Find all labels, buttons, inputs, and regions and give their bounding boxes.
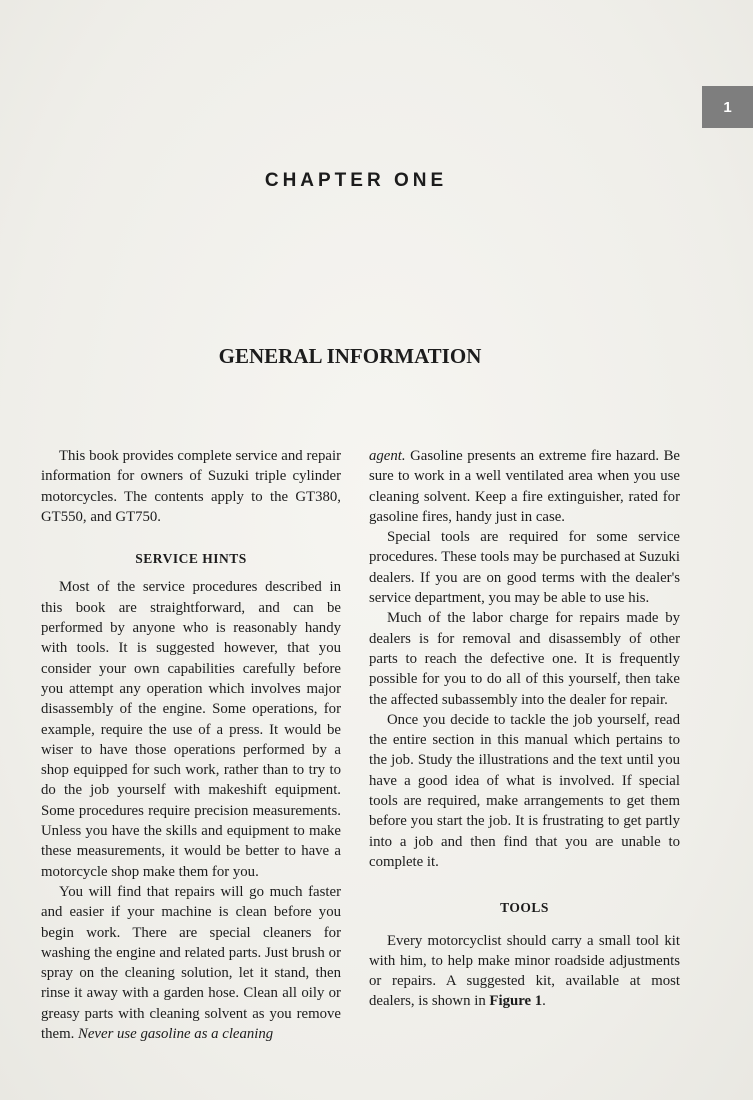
chapter-tab [702, 86, 753, 128]
page-title: GENERAL INFORMATION [218, 344, 482, 368]
tools-paragraph-text: Every motorcyclist should carry a small tool kit with him, to help make minor roadside adjustments or repairs. A suggested kit, available at most dealers, is shown in [369, 932, 680, 1010]
intro-paragraph: This book provides complete service and repair information for owners of Suzuki triple cylinder motorcycles. The contents apply to the GT380, GT550, and GT750. [41, 448, 341, 525]
tackle-job-paragraph: Once you decide to tackle the job yourself, read the entire section in this manual which pertains to the job. Study the illustrations and the text until you have a good idea of what is involved. If special tools are required, make arrangements to get them before you start the job. It is frustrating to get partly into a job and then find that you are unable to complete it. [369, 711, 680, 870]
labor-charge-paragraph: Much of the labor charge for repairs made by dealers is for removal and disassembly of other parts to reach the defective one. It is frequently possible for you to do all of this yourself, then take the affected subassembly into the dealer for repair. [369, 610, 680, 708]
gasoline-warning: Never use gasoline as a cleaning [78, 1026, 274, 1043]
right-column [369, 446, 680, 1012]
service-hints-heading: SERVICE HINTS [135, 551, 247, 567]
service-paragraph-1: Most of the service procedures described in this book are straightforward, and can be performed by anyone who is reasonably handy with tools. It is suggested however, that you consider your own capabilities carefully before you attempt any operation which involves major disassembly of the engine. Some operations, for example, require the use of a press. It would be wiser to have those operations performed by a shop equipped for such work, rather than to try to do the job yourself with makeshift equipment. Some procedures require precision measurements. Unless you have the skills and equipment to make these measurements, it would be better to have a motorcycle shop make them for you. [41, 579, 341, 880]
left-column [41, 446, 341, 1044]
tools-paragraph [369, 931, 680, 1012]
chapter-tab-number: 1 [723, 98, 732, 116]
gasoline-warning-cont: agent. [369, 448, 406, 464]
special-tools-paragraph: Special tools are required for some service procedures. These tools may be purchased at Suzuki dealers. If you are on good terms with the dealer's service department, you may be able to use his. [369, 529, 680, 607]
figure-reference: Figure 1 [489, 993, 543, 1010]
solvent-paragraph-text: Gasoline presents an extreme fire hazard. Be sure to work in a well ventilated area when you use cleaning solvent. Keep a fire extinguisher, rated for gasoline fires, handy just in case. [369, 448, 681, 525]
chapter-label: CHAPTER ONE [264, 170, 448, 191]
tools-paragraph-end: . [542, 993, 546, 1010]
service-paragraph-2 [41, 882, 341, 1044]
solvent-paragraph [369, 446, 680, 527]
service-paragraph-2-text: You will find that repairs will go much faster and easier if your machine is clean before you begin work. There are special cleaners for washing the engine and related parts. Just brush or spray on the cleaning solution, let it stand, then rinse it away with a garden hose. Clean all oily or greasy parts with cleaning solvent as you remove them. [41, 883, 341, 1043]
tools-heading: TOOLS [500, 900, 549, 916]
